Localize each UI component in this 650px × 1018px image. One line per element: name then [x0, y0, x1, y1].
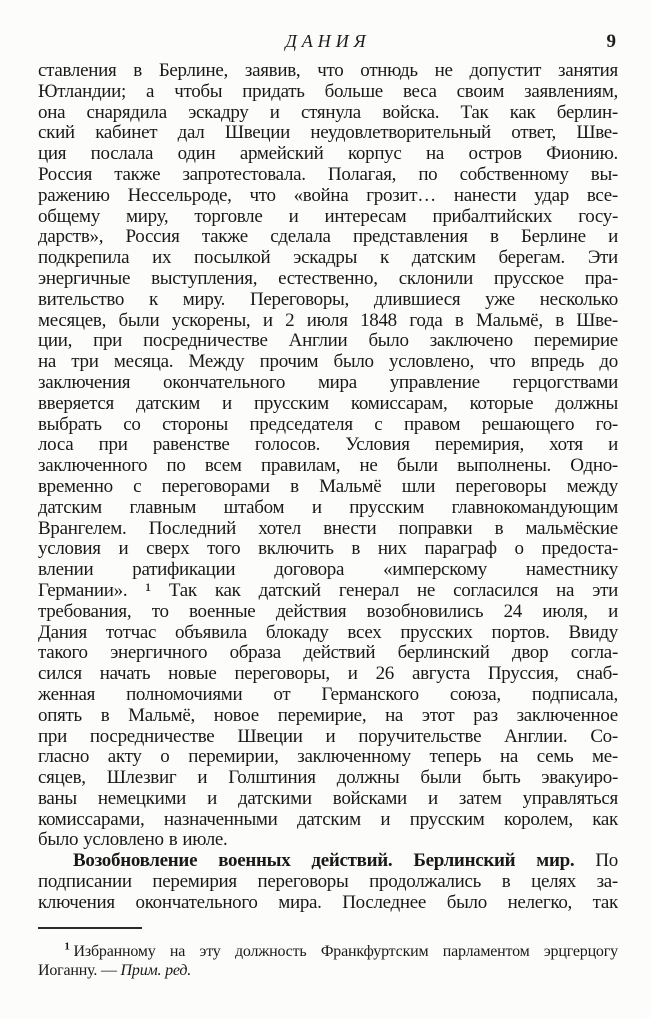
text-line: временно с переговорами в Мальмё шли переговоры между	[38, 475, 618, 497]
text-line: подписании перемирия переговоры продолжались в целях за-	[38, 871, 618, 893]
text-line: на три месяца. Между прочим было условлено, что впредь до	[38, 351, 618, 373]
text-line: подкрепила их посылкой эскадры к датским берегам. Эти	[38, 247, 618, 269]
footnote-separator-rule	[38, 927, 142, 929]
text-line: энергичные выступления, естественно, склонили прусское пра-	[38, 267, 618, 289]
text-line: Россия также запротестовала. Полагая, по собственному вы-	[38, 163, 618, 185]
text-line: ставления в Берлине, заявив, что отнюдь не допустит занятия	[38, 60, 618, 81]
text-line: ключения окончательного мира. Последнее было нелегко, так	[38, 891, 618, 913]
text-line: ции, при посредничестве Англии было заключено перемирие	[38, 330, 618, 352]
text-line: женная полномочиями от Германского союза, подписала,	[38, 683, 618, 705]
text-line: Врангелем. Последний хотел внести поправки в мальмёские	[38, 517, 618, 539]
text-line: такого энергичного образа действий берлинский двор согла-	[38, 642, 618, 664]
footnote-line: $^1$ Избранному на эту должность Франкфуртским парламентом эрцгерцогу	[64, 940, 618, 960]
text-line: было условлено в июле.	[38, 829, 228, 851]
text-line: дарств», Россия также сделала представления в Берлине и	[38, 226, 618, 248]
text-line: ский кабинет дал Швеции неудовлетворительный ответ, Шве-	[38, 122, 618, 144]
text-line: Германии». ¹ Так как датский генерал не согласился на эти	[38, 579, 618, 601]
text-line: Дания тотчас объявила блокаду всех прусских портов. Ввиду	[38, 621, 618, 643]
text-line: ражению Нессельроде, что «война грозит… нанести удар все-	[38, 184, 618, 206]
text-line: заключения окончательного мира управление герцогствами	[38, 371, 618, 393]
text-line: вительство к миру. Переговоры, длившиеся уже несколько	[38, 288, 618, 310]
page-number: 9	[606, 31, 616, 52]
text-line: влении ратификации договора «имперскому наместнику	[38, 559, 618, 581]
text-line: Возобновление военных действий. Берлинский мир. По	[73, 850, 618, 872]
text-line: ваны немецкими и датскими войсками и затем управляться	[38, 787, 618, 809]
text-line: заключенного по всем правилам, не были выполнены. Одно-	[38, 455, 618, 477]
text-line: сился начать новые переговоры, и 26 августа Пруссия, снаб-	[38, 663, 618, 685]
text-line: вверяется датским и прусским комиссарам, которые должны	[38, 392, 618, 414]
text-line: требования, то военные действия возобновились 24 июля, и	[38, 600, 618, 622]
text-line: выбрать со стороны председателя с правом решающего го-	[38, 413, 618, 435]
text-line: она снарядила эскадру и стянула войска. Так как берлин-	[38, 101, 618, 123]
text-line: гласно акту о перемирии, заключенному теперь на семь ме-	[38, 746, 618, 768]
text-line: месяцев, были ускорены, и 2 июля 1848 года в Мальмё, в Шве-	[38, 309, 618, 331]
text-line: комиссарами, назначенными датским и прусским королем, как	[38, 808, 618, 830]
text-line: опять в Мальмё, новое перемирие, на этот раз заключенное	[38, 704, 618, 726]
text-line: Ютландии; а чтобы придать больше веса своим заявлениям,	[38, 80, 618, 102]
footnote-text: Иоганну. —	[38, 961, 121, 979]
text-line: общему миру, торговле и интересам прибалтийских госу-	[38, 205, 618, 227]
text-line: ция послала один армейский корпус на остров Фионию.	[38, 143, 618, 165]
text-line: датским главным штабом и прусским главнокомандующим	[38, 496, 618, 518]
text-line: лоса при равенстве голосов. Условия перемирия, хотя и	[38, 434, 618, 456]
text-line: условия и сверх того включить в них параграф о предоста-	[38, 538, 618, 560]
running-head	[38, 31, 618, 53]
body-text	[38, 61, 618, 914]
text-line: при посредничестве Швеции и поручительстве Англии. Со-	[38, 725, 618, 747]
text-line: сяцев, Шлезвиг и Голштиния должны были быть эвакуиро-	[38, 767, 618, 789]
footnote-line	[38, 962, 618, 981]
chapter-title: ДАНИЯ	[285, 31, 371, 51]
footnote-ref-mark: 1	[64, 940, 70, 953]
footnote-editor-note: Прим. ред.	[120, 961, 192, 979]
footnote	[38, 927, 618, 980]
